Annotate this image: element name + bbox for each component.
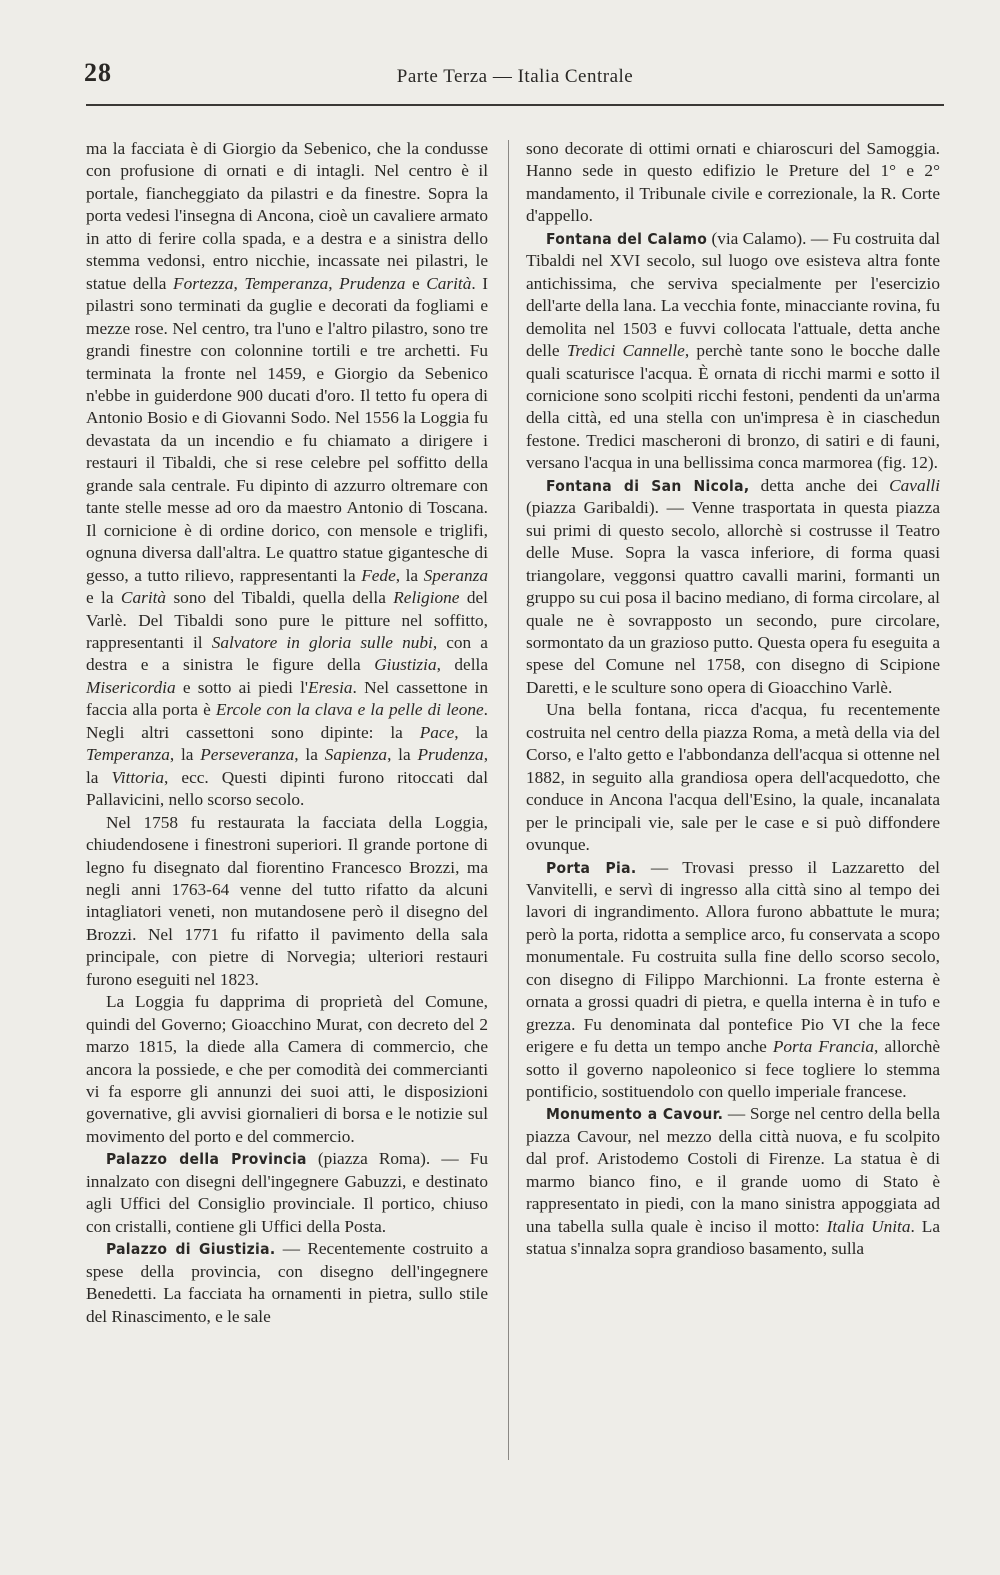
- italic-text: Prudenza: [417, 745, 484, 765]
- text-run: , la: [294, 745, 325, 765]
- paragraph: [86, 991, 488, 1148]
- text-run: , la: [387, 745, 418, 765]
- text-run: — Recentemente costruito a spese della provincia, con disegno dell'ingegnere Benedetti. La facciata ha ornamenti in pietra, sullo stile del Rinascimento, e le sale: [86, 1239, 488, 1326]
- text-run: (piazza Roma). — Fu innalzato con disegni dell'ingegnere Gabuzzi, e destinato agli Uffici del Consiglio provinciale. Il portico, chiuso con cristalli, contiene gli Uffici della Posta.: [86, 1149, 488, 1236]
- paragraph: [526, 138, 940, 228]
- italic-text: Fede: [361, 565, 396, 585]
- italic-text: Porta Francia: [772, 1037, 874, 1057]
- text-run: ,: [328, 273, 340, 293]
- text-run: e sotto ai piedi l': [175, 677, 309, 697]
- paragraph: [526, 1103, 940, 1260]
- text-run: detta anche dei: [749, 475, 890, 495]
- italic-text: Religione: [393, 588, 460, 608]
- text-run: Nel 1758 fu restaurata la facciata della Loggia, chiudendosene i finestroni superiori. Il grande portone di legno fu disegnato dal fiorentino Francesco Brozzi, ma negli anni 1763-64 venne del tutto rifatto da alcuni intagliatori veneti, non mutandosene però il disegno del Brozzi. Nel 1771 fu rifatto il pavimento della sala principale, con pietre di Norvegia; ulteriori restauri furono eseguiti nel 1823.: [86, 812, 488, 989]
- paragraph: [526, 699, 940, 856]
- section-heading: Palazzo della Provincia: [106, 1150, 307, 1169]
- paragraph: [526, 475, 940, 700]
- italic-text: Giustizia: [374, 655, 437, 675]
- left-column: [86, 138, 488, 1328]
- italic-text: Tredici Cannelle: [566, 341, 685, 361]
- text-run: Una bella fontana, ricca d'acqua, fu recentemente costruita nel centro della piazza Roma, a metà della via del Corso, e l'alto getto e l'abbondanza dell'acqua si ottenne nel 1882, in seguito alla grandiosa opera dell'acquedotto, che conduce in Ancona l'acqua dell'Esino, la quale, incanalata per le principali vie, sale per le case e si può diffondere ovunque.: [526, 700, 940, 855]
- paragraph: [526, 857, 940, 1104]
- column-divider: [508, 140, 509, 1460]
- text-run: ,: [233, 273, 245, 293]
- italic-text: Carità: [120, 588, 167, 608]
- text-run: — Sorge nel centro della bella piazza Cavour, nel mezzo della città nuova, e fu scolpito dal prof. Aristodemo Costoli di Firenze. La statua è di marmo bianco fino, e il grande uomo di Stato è rappresentato in piedi, con la mano sinistra appoggiata ad una tabella sulla quale è inciso il motto:: [526, 1104, 940, 1236]
- text-run: (piazza Garibaldi). — Venne trasportata in questa piazza sui primi di questo secolo, allorchè si costrusse il Teatro delle Muse. Sopra la vasca inferiore, di forma quasi triangolare, veggonsi quattro cavalli marini, formanti un gruppo su cui posa il bacino mediano, di forma circolare, al quale ne è sovrapposto un secondo, pure circolare, sormontato da un grazioso putto. Questa opera fu eseguita a spese del Comune nel 1758, con disegno di Scipione Daretti, e le sculture sono opera di Gioacchino Varlè.: [526, 498, 940, 697]
- text-run: sono del Tibaldi, quella della: [166, 588, 394, 608]
- italic-text: Eresia: [308, 677, 353, 697]
- right-column: [526, 138, 940, 1261]
- italic-text: Temperanza: [86, 745, 170, 765]
- section-heading: Fontana di San Nicola,: [546, 476, 750, 495]
- italic-text: Sapienza: [324, 745, 388, 765]
- text-run: e: [405, 273, 427, 293]
- text-run: La Loggia fu dapprima di proprietà del Comune, quindi del Governo; Gioacchino Murat, con decreto del 2 marzo 1815, la diede alla Camera di commercio, che ancora la possiede, e che per comodità dei commercianti vi fa esporre gli annunzi dei suoi atti, le disposizioni governative, gli avvisi giornalieri di borsa e le notizie sul movimento del porto e del commercio.: [86, 992, 488, 1146]
- italic-text: Pace: [419, 722, 455, 742]
- text-run: (via Calamo). — Fu costruita dal Tibaldi nel XVI secolo, sul luogo ove esisteva altra fonte antichissima, che serviva specialmente per l'esercizio dell'arte della lana. La vecchia fonte, minacciante rovina, fu demolita nel 1503 e fuvvi collocata l'attuale, detta anche delle: [526, 228, 940, 361]
- header-rule: [86, 104, 944, 106]
- paragraph: [86, 1238, 488, 1328]
- italic-text: Ercole con la clava e la pelle di leone: [215, 700, 484, 720]
- section-heading: Porta Pia.: [546, 858, 637, 877]
- text-run: , perchè tante sono le bocche dalle quali scaturisce l'acqua. È ornata di ricchi marmi e sotto il cornicione sono scolpiti ricchi festoni, pendenti da un'arma della città, ed una stella con un'impresa è in ciaschedun festone. Tredici mascheroni di bronzo, di satiri e di fauni, versano l'acqua in una bellissima conca marmorea (fig. 12).: [526, 341, 940, 473]
- italic-text: Carità: [426, 273, 472, 293]
- section-heading: Fontana del Calamo: [546, 229, 708, 248]
- page-number: 28: [84, 58, 112, 87]
- italic-text: Prudenza: [339, 273, 406, 293]
- italic-text: Salvatore in gloria sulle nubi: [211, 632, 433, 652]
- section-heading: Monumento a Cavour.: [546, 1105, 724, 1124]
- text-run: , la: [395, 565, 424, 585]
- italic-text: Fortezza: [173, 273, 234, 293]
- text-run: , della: [436, 655, 488, 675]
- paragraph: [86, 1148, 488, 1238]
- text-run: , la: [86, 745, 489, 787]
- italic-text: Misericordia: [86, 677, 176, 697]
- text-run: , allorchè sotto il governo napoleonico si fece togliere lo stemma pontificio, sostituendolo con quello imperiale francese.: [526, 1037, 941, 1102]
- text-run: . I pilastri sono terminati da guglie e decorati da fogliami e mezze rose. Nel centro, tra l'uno e l'altro pilastro, sono tre grandi finestre con colonnine tortili e tre archetti. Fu terminata la fronte nel 1459, e Giorgio da Sebenico n'ebbe in guiderdone 900 ducati d'oro. Il tetto fu opera di Antonio Bosio e di Giovanni Sodo. Nel 1556 la Loggia fu devastata da un incendio e fu chiamato a dirigere i restauri il Tibaldi, che si rese celebre pel soffitto della grande sala centrale. Fu dipinto di azzurro oltremare con tante stelle messe ad oro da maestro Antonio di Toscana. Il cornicione è di ordine dorico, con mensole e triglifi, ognuna diversa dall'altra. Le quattro statue gigantesche di gesso, a tutto rilievo, rappresentanti la: [86, 273, 489, 585]
- text-run: , la: [169, 745, 201, 765]
- text-run: , la: [454, 722, 488, 742]
- italic-text: Italia Unita: [826, 1216, 911, 1236]
- paragraph: [86, 812, 488, 992]
- section-heading: Palazzo di Giustizia.: [106, 1240, 276, 1259]
- text-run: . Negli altri cassettoni sono dipinte: la: [86, 700, 488, 742]
- text-run: del Varlè. Del Tibaldi sono pure le pitture nel soffitto, rappresentanti il: [86, 588, 488, 652]
- text-run: . La statua s'innalza sopra grandioso basamento, sulla: [526, 1216, 941, 1259]
- text-run: . Nel cassettone in faccia alla porta è: [86, 677, 488, 720]
- text-run: — Trovasi presso il Lazzaretto del Vanvitelli, e servì di ingresso alla città sino al tempo dei lavori di ingrandimento. Allora furono abbattute le mura; però la porta, ridotta a semplice arco, fu conservata a scopo monumentale. Fu costruita sulla fine dello scorso secolo, con disegno di Filippo Marchionni. La fronte esterna è ornata a grossi quadri di pietra, e quella interna è in tufo e grezza. Fu denominata dal pontefice Pio VI che la fece erigere e fu detta un tempo anche: [526, 857, 940, 1057]
- italic-text: Temperanza: [244, 273, 329, 293]
- text-run: , ecc. Questi dipinti furono ritoccati dal Pallavicini, nello scorso secolo.: [86, 767, 488, 810]
- italic-text: Perseveranza: [200, 745, 295, 765]
- italic-text: Speranza: [423, 565, 488, 585]
- italic-text: Cavalli: [889, 475, 940, 495]
- paragraph: [86, 138, 488, 812]
- text-run: ma la facciata è di Giorgio da Sebenico, che la condusse con profusione di ornati e di intagli. Nel centro è il portale, fiancheggiato da pilastri e da finestre. Sopra la porta vedesi l'insegna di Ancona, cioè un cavaliere armato in atto di ferire colla spada, e a destra e a sinistra dello stemma vedonsi, entro nicchie, incassate nei pilastri, le statue della: [86, 139, 488, 293]
- text-run: e la: [86, 588, 121, 608]
- paragraph: [526, 228, 940, 475]
- italic-text: Vittoria: [111, 767, 165, 787]
- text-run: sono decorate di ottimi ornati e chiaroscuri del Samoggia. Hanno sede in questo edifizio le Preture del 1° e 2° mandamento, il Tribunale civile e correzionale, la R. Corte d'appello.: [526, 139, 940, 226]
- running-head: Parte Terza — Italia Centrale: [396, 66, 634, 87]
- text-run: , con a destra e a sinistra le figure della: [86, 632, 488, 675]
